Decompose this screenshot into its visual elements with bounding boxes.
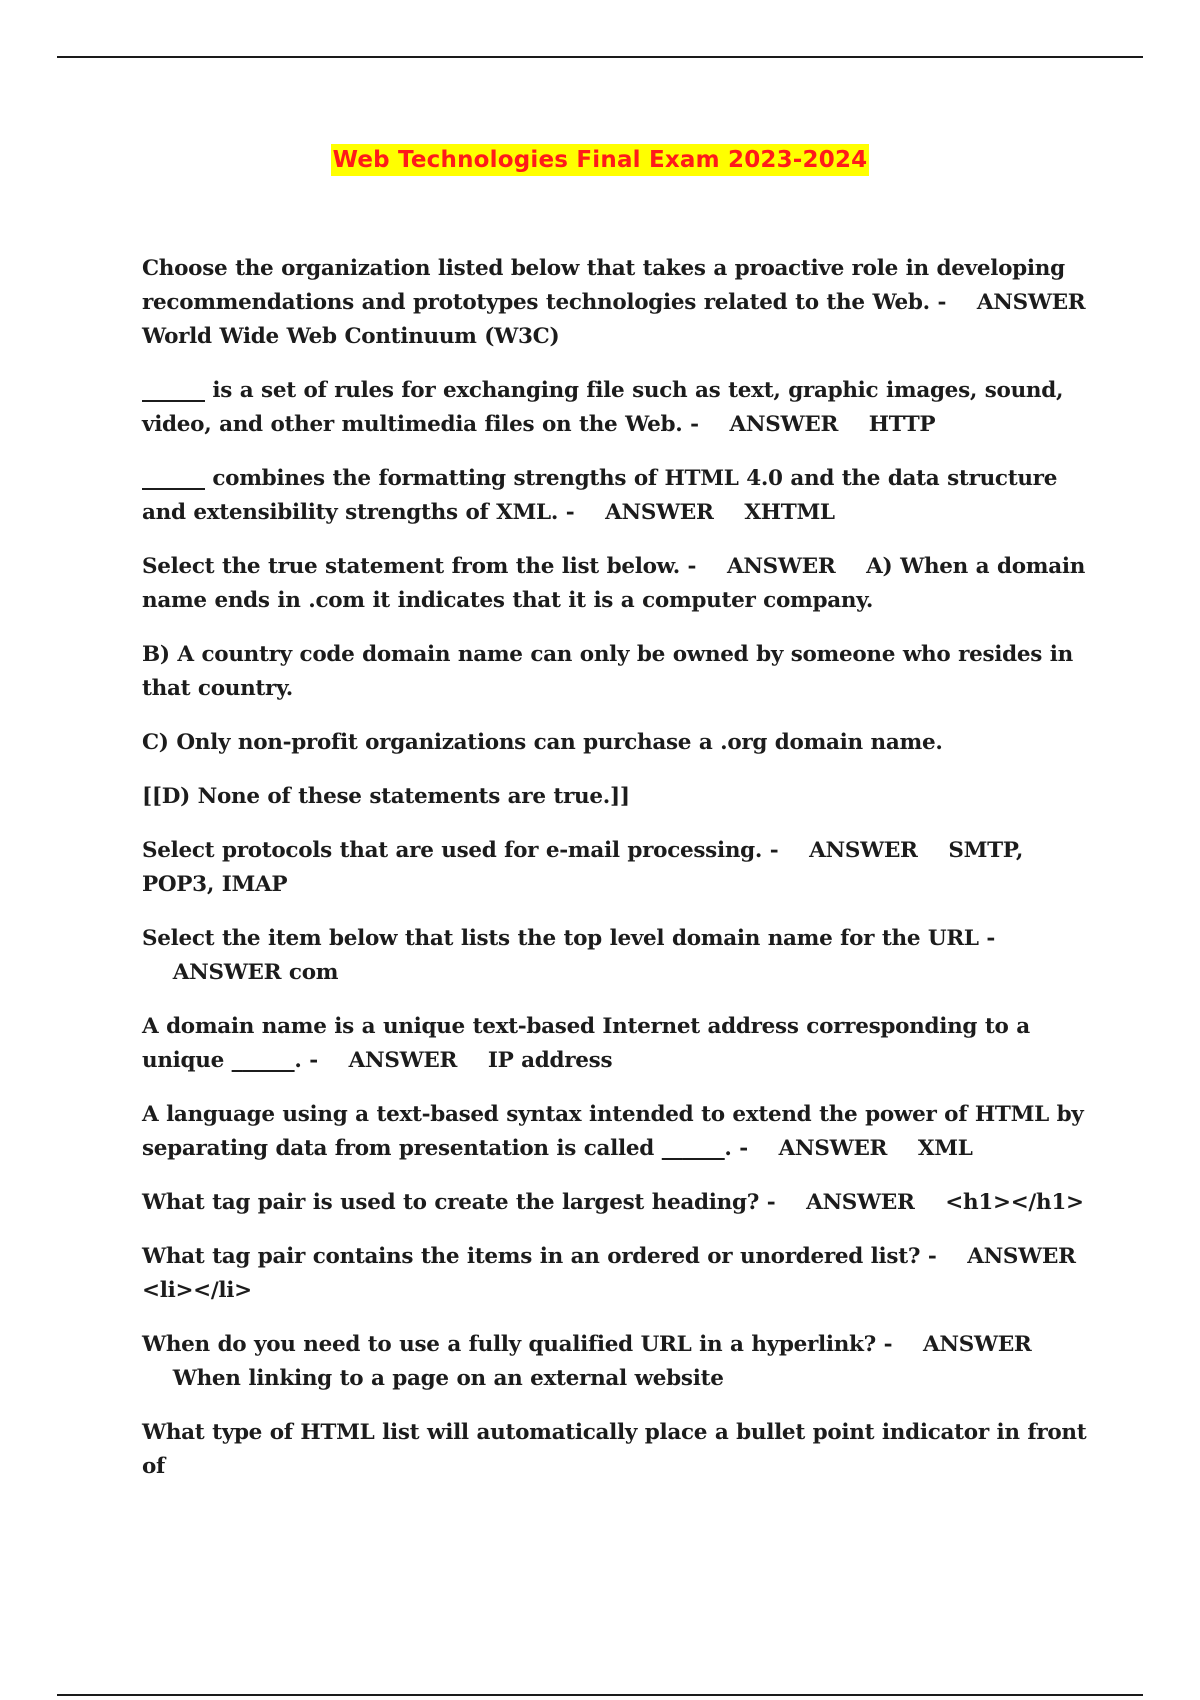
qa-item: [142, 1186, 1102, 1220]
question-text: ______ is a set of rules for exchanging file such as text, graphic images, sound, video, and other multimedia files on the Web. -: [142, 378, 1064, 437]
question-text: A domain name is a unique text-based Internet address corresponding to a unique ______. -: [142, 1014, 1030, 1073]
qa-item: [142, 374, 1102, 442]
qa-item: [142, 252, 1102, 354]
answer-text: World Wide Web Continuum (W3C): [142, 324, 560, 349]
answer-text: SMTP, POP3, IMAP: [142, 838, 1024, 897]
qa-item: [142, 1240, 1102, 1308]
question-text: Select protocols that are used for e-mail processing. -: [142, 838, 779, 863]
question-text: When do you need to use a fully qualified URL in a hyperlink? -: [142, 1332, 893, 1357]
answer-text: XHTML: [744, 500, 835, 525]
answer-text: com: [288, 960, 339, 985]
question-text: A language using a text-based syntax intended to extend the power of HTML by separating data from presentation is called ______. -: [142, 1102, 1084, 1161]
qa-item: [142, 834, 1102, 902]
qa-item: [142, 1010, 1102, 1078]
document-body: [142, 252, 1102, 1504]
question-text: Choose the organization listed below that takes a proactive role in developing recommendations and prototypes technologies related to the Web. -: [142, 256, 1065, 315]
answer-label: ANSWER: [726, 554, 836, 579]
question-text: ______ combines the formatting strengths of HTML 4.0 and the data structure and extensibility strengths of XML. -: [142, 466, 1058, 525]
answer-option: B) A country code domain name can only be owned by someone who resides in that country.: [142, 642, 1073, 701]
answer-label: ANSWER: [809, 838, 918, 863]
answer-option: [[D) None of these statements are true.]]: [142, 784, 630, 809]
qa-item: [142, 550, 1102, 618]
question-fragment: What type of HTML list will automatically place a bullet point indicator in front of: [142, 1420, 1087, 1479]
bottom-divider: [57, 1694, 1143, 1696]
document-title: Web Technologies Final Exam 2023-2024: [331, 144, 870, 176]
answer-label: ANSWER: [778, 1136, 888, 1161]
answer-text: IP address: [487, 1048, 613, 1073]
answer-option: C) Only non-profit organizations can purchase a .org domain name.: [142, 730, 943, 755]
title-container: [0, 144, 1200, 176]
qa-item: [142, 1098, 1102, 1166]
qa-item: [142, 922, 1102, 990]
answer-text: <li></li>: [142, 1278, 252, 1303]
answer-text: When linking to a page on an external website: [172, 1366, 724, 1391]
answer-text: XML: [917, 1136, 973, 1161]
question-text: What tag pair contains the items in an ordered or unordered list? -: [142, 1244, 937, 1269]
answer-text: <h1></h1>: [945, 1190, 1084, 1215]
question-text: Select the true statement from the list below. -: [142, 554, 697, 579]
answer-label: ANSWER: [923, 1332, 1032, 1357]
answer-label: ANSWER: [729, 412, 839, 437]
answer-label: ANSWER: [806, 1190, 915, 1215]
answer-label: ANSWER: [605, 500, 714, 525]
question-text: Select the item below that lists the top level domain name for the URL -: [142, 926, 996, 951]
answer-text: HTTP: [868, 412, 936, 437]
answer-label: ANSWER: [172, 960, 282, 985]
answer-label: ANSWER: [348, 1048, 458, 1073]
top-divider: [57, 56, 1143, 58]
answer-label: ANSWER: [967, 1244, 1076, 1269]
answer-label: ANSWER: [976, 290, 1086, 315]
qa-item: [142, 462, 1102, 530]
qa-item: [142, 1328, 1102, 1396]
answer-text: A) When a domain name ends in .com it indicates that it is a computer company.: [142, 554, 1086, 613]
question-text: What tag pair is used to create the largest heading? -: [142, 1190, 776, 1215]
